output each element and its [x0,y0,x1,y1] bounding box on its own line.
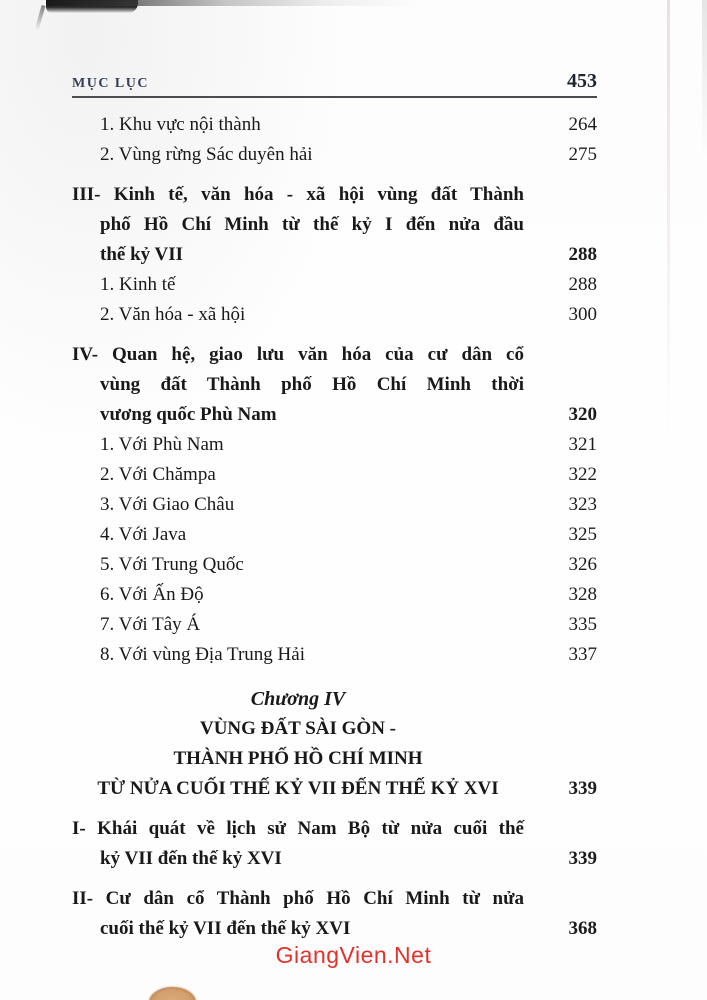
watermark-text: GiangVien.Net [275,942,432,968]
toc-entry-text: vùng đất Thành phố Hồ Chí Minh thời [100,374,524,395]
toc-entry-text: kỷ VII đến thế kỷ XVI [100,848,282,869]
toc-entry-page: 264 [568,114,597,135]
toc-row [72,180,597,210]
toc-entry-page: 288 [568,244,597,265]
toc-entry-text: II- Cư dân cổ Thành phố Hồ Chí Minh từ nửa [72,888,524,909]
toc-entry-text: VÙNG ĐẤT SÀI GÒN - [199,718,396,739]
toc-entry-page: 322 [568,464,597,485]
toc-entry-page: 337 [568,644,597,665]
toc-row [72,714,597,744]
toc-entry-page: 339 [568,778,597,799]
toc-row [72,140,597,170]
toc-row [72,580,597,610]
toc-row [72,610,597,640]
toc-row [72,430,597,460]
toc-entry-text: 2. Văn hóa - xã hội [100,304,246,325]
toc-entry-page: 275 [568,144,597,165]
toc-entry-page: 325 [568,524,597,545]
toc-row [72,370,597,400]
toc-entry-text: III- Kinh tế, văn hóa - xã hội vùng đất Thành [72,184,524,205]
toc-row [72,684,597,714]
page-content [72,70,597,944]
toc-entry-text: THÀNH PHỐ HỒ CHÍ MINH [173,748,423,769]
toc-entry-text: 4. Với Java [100,524,187,545]
toc-row [72,460,597,490]
toc-row [72,814,597,844]
toc-row [72,240,597,270]
toc-entry-text: 3. Với Giao Châu [100,494,235,515]
toc-row [72,110,597,140]
toc-entry-text: 1. Với Phù Nam [100,434,224,455]
toc-entry-text: 5. Với Trung Quốc [100,554,244,575]
toc-entry-text: 7. Với Tây Á [100,614,201,635]
toc-entry-page: 328 [568,584,597,605]
toc-entry-text: 2. Vùng rừng Sác duyên hải [100,144,313,165]
toc-entry-page: 323 [568,494,597,515]
toc-row [72,884,597,914]
table-of-contents [72,110,597,944]
toc-row [72,210,597,240]
toc-entry-text: TỪ NỬA CUỐI THẾ KỶ VII ĐẾN THẾ KỶ XVI [97,778,499,799]
toc-entry-page: 339 [568,848,597,869]
toc-entry-text: phố Hồ Chí Minh từ thế kỷ I đến nửa đầu [100,214,524,235]
finger-edge-artifact [149,987,196,1000]
toc-row [72,550,597,580]
toc-entry-text: cuối thế kỷ VII đến thế kỷ XVI [100,918,351,939]
toc-entry-text: Chương IV [250,688,346,710]
toc-entry-page: 300 [568,304,597,325]
toc-row [72,270,597,300]
page-header [72,70,597,98]
toc-entry-text: 6. Với Ấn Độ [100,584,204,605]
toc-entry-text: 2. Với Chămpa [100,464,216,485]
toc-entry-text: 1. Kinh tế [100,274,176,295]
toc-entry-text: 8. Với vùng Địa Trung Hải [100,644,305,665]
running-title: MỤC LỤC [72,76,149,91]
toc-row [72,340,597,370]
scan-edge-band [46,0,418,6]
toc-entry-page: 326 [568,554,597,575]
toc-row [72,914,597,944]
toc-row [72,640,597,670]
toc-row [72,490,597,520]
scan-smudge-tail [34,5,45,31]
page-crease [667,0,670,440]
toc-entry-page: 335 [568,614,597,635]
toc-entry-page: 321 [568,434,597,455]
toc-row [72,300,597,330]
toc-entry-text: I- Khái quát về lịch sử Nam Bộ từ nửa cuối thế [72,818,524,839]
toc-row [72,774,597,804]
toc-entry-text: vương quốc Phù Nam [100,404,277,425]
toc-entry-text: thế kỷ VII [100,244,184,265]
toc-entry-page: 368 [568,918,597,939]
toc-row [72,520,597,550]
toc-entry-text: IV- Quan hệ, giao lưu văn hóa của cư dân cổ [72,344,524,365]
toc-row [72,844,597,874]
toc-entry-page: 288 [568,274,597,295]
page-number: 453 [567,70,597,92]
toc-entry-text: 1. Khu vực nội thành [100,114,261,135]
toc-row [72,744,597,774]
scan-right-edge [702,0,707,160]
toc-row [72,400,597,430]
toc-entry-page: 320 [568,404,597,425]
